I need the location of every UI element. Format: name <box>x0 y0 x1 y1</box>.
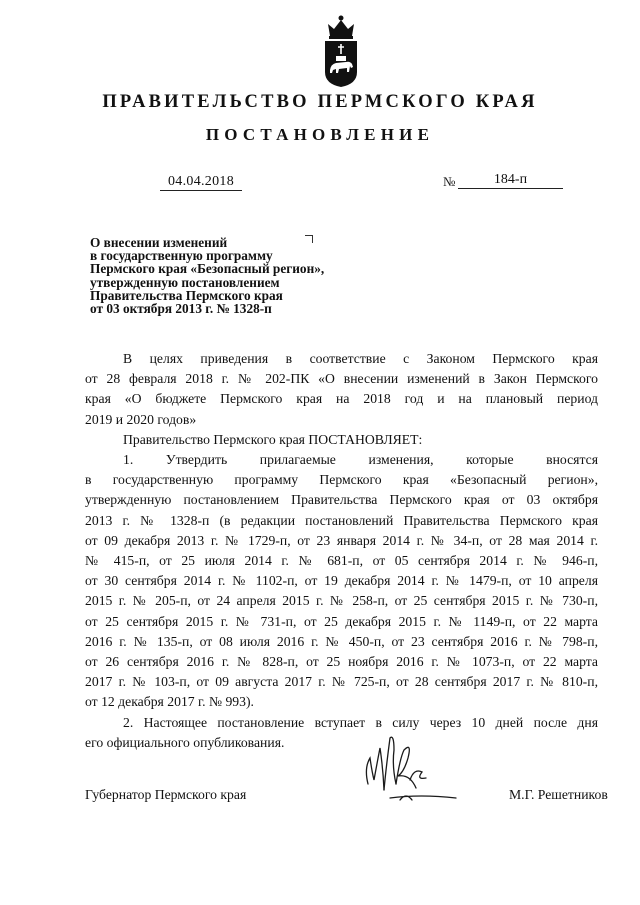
government-title: ПРАВИТЕЛЬСТВО ПЕРМСКОГО КРАЯ <box>102 92 538 112</box>
text-line: 2. Настоящее постановление вступает в силу через 10 дней после дня <box>123 714 598 730</box>
decree-line <box>85 430 598 450</box>
text-line: № 415-п, от 25 июля 2014 г. № 681-п, от 05 сентября 2014 г. № 946-п, <box>85 553 598 569</box>
text-line: его официального опубликования. <box>85 734 285 750</box>
text-line: утвержденную постановлением Правительства Пермского края от 03 октября <box>85 492 598 508</box>
preamble-paragraph <box>85 349 598 430</box>
text-line: от 12 декабря 2017 г. № 993). <box>85 694 254 710</box>
item-2-paragraph <box>85 713 598 753</box>
subject-line: Пермского края «Безопасный регион», <box>90 261 325 277</box>
signer-name: М.Г. Решетников <box>509 787 608 802</box>
subject-line: утвержденную постановлением <box>90 274 280 290</box>
text-line: от 26 сентября 2016 г. № 828-п, от 25 ноября 2016 г. № 1073-п, от 22 марта <box>85 654 598 670</box>
text-line: в государственную программу Пермского края «Безопасный регион», <box>85 472 598 488</box>
text-line: от 25 сентября 2015 г. № 731-п, от 25 декабря 2015 г. № 1149-п, от 22 марта <box>85 613 598 629</box>
text-line: 1. Утвердить прилагаемые изменения, которые вносятся <box>123 452 598 468</box>
subject-line: в государственную программу <box>90 248 273 264</box>
number-sign: № <box>443 174 456 189</box>
document-date: 04.04.2018 <box>160 173 242 191</box>
text-line: 2019 и 2020 годов» <box>85 411 197 427</box>
text-line: 2013 г. № 1328-п (в редакции постановлений Правительства Пермского края <box>85 512 598 528</box>
text-line: края «О бюджете Пермского края на 2018 год и на плановый период <box>85 391 598 407</box>
subject-line: О внесении изменений <box>90 235 228 250</box>
document-type: ПОСТАНОВЛЕНИЕ <box>205 125 435 144</box>
text-line: от 28 февраля 2018 г. № 202-ПК «О внесении изменений в Закон Пермского <box>85 371 598 387</box>
handwritten-signature-icon <box>350 728 460 810</box>
perm-krai-coat-of-arms-icon <box>322 14 360 88</box>
document-number: 184-п <box>458 171 563 189</box>
document-body <box>85 349 598 753</box>
subject-line: от 03 октября 2013 г. № 1328-п <box>90 301 272 317</box>
text-line: от 09 декабря 2013 г. № 1729-п, от 23 января 2014 г. № 34-п, от 28 мая 2014 г. <box>85 532 598 548</box>
signer-position: Губернатор Пермского края <box>85 787 247 802</box>
item-1-paragraph <box>85 450 598 713</box>
document-subject <box>90 236 390 315</box>
text-line: Правительство Пермского края ПОСТАНОВЛЯЕТ: <box>123 431 423 447</box>
text-line: 2015 г. № 205-п, от 24 апреля 2015 г. № 258-п, от 25 сентября 2015 г. № 730-п, <box>85 593 598 609</box>
text-line: 2016 г. № 135-п, от 08 июля 2016 г. № 450-п, от 23 сентября 2016 г. № 798-п, <box>85 633 598 649</box>
subject-line: Правительства Пермского края <box>90 287 283 303</box>
text-line: 2017 г. № 103-п, от 09 августа 2017 г. № 725-п, от 28 сентября 2017 г. № 810-п, <box>85 674 598 690</box>
text-line: В целях приведения в соответствие с Законом Пермского края <box>123 351 598 366</box>
text-line: от 30 сентября 2014 г. № 1102-п, от 19 декабря 2014 г. № 1479-п, от 10 апреля <box>85 573 598 589</box>
